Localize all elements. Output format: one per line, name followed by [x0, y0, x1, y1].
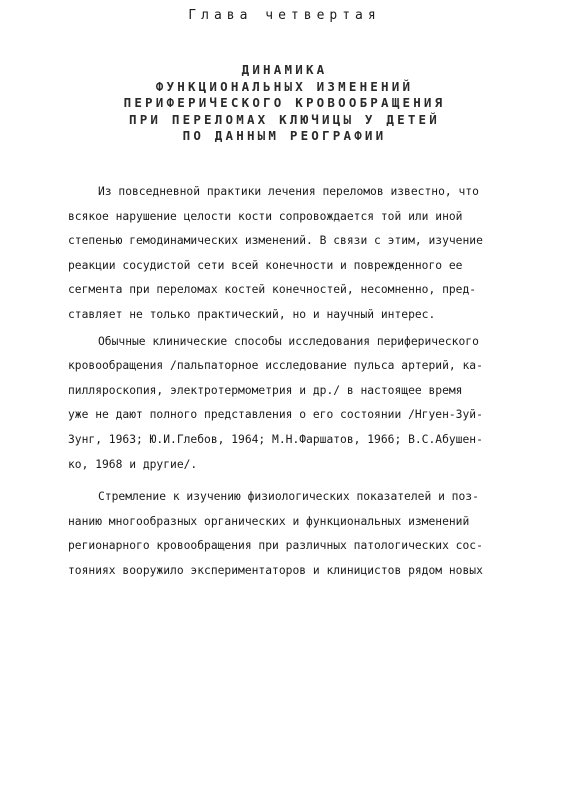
text-line: нанию многообразных органических и функциональных изменений: [68, 514, 470, 528]
paragraph: [68, 485, 520, 583]
text-line: реакции сосудистой сети всей конечности и поврежденного ее: [68, 258, 463, 272]
chapter-heading: Глава четвертая: [188, 8, 381, 23]
text-line: ставляет не только практический, но и научный интерес.: [68, 307, 436, 321]
text-line: Стремление к изучению физиологических показателей и поз-: [98, 490, 479, 504]
text-line: Обычные клинические способы исследования периферического: [98, 334, 479, 348]
title-line: ПО ДАННЫМ РЕОГРАФИИ: [182, 128, 387, 144]
text-line: тояниях вооружило экспериментаторов и клиницистов рядом новых: [68, 563, 483, 577]
body-text: [68, 180, 520, 584]
text-line: ко, 1968 и другие/.: [68, 457, 198, 471]
title-line: ПРИ ПЕРЕЛОМАХ КЛЮЧИЦЫ У ДЕТЕЙ: [128, 111, 441, 127]
chapter-title: [0, 62, 569, 145]
text-line: пилляроскопия, электротермометрия и др./ в настоящее время: [68, 383, 463, 397]
paragraph: [68, 330, 520, 478]
text-line: сегмента при переломах костей конечностей, несомненно, пред-: [68, 283, 477, 297]
text-line: Из повседневной практики лечения переломов известно, что: [98, 185, 479, 198]
text-line: кровообращения /пальпаторное исследование пульса артерий, ка-: [68, 359, 483, 373]
title-line: ПЕРИФЕРИЧЕСКОГО КРОВООБРАЩЕНИЯ: [123, 95, 446, 111]
text-line: регионарного кровообращения при различных патологических сос-: [68, 539, 483, 553]
title-line: ФУНКЦИОНАЛЬНЫХ ИЗМЕНЕНИЙ: [155, 78, 414, 94]
text-line: степенью гемодинамических изменений. В связи с этим, изучение: [68, 234, 483, 248]
paragraph: [68, 180, 520, 328]
text-line: уже не дают полного представления о его состоянии /Нгуен-Зуй-: [68, 408, 483, 422]
text-line: Зунг, 1963; Ю.И.Глебов, 1964; М.Н.Фаршатов, 1966; В.С.Абушен-: [68, 432, 483, 446]
text-line: всякое нарушение целости кости сопровождается той или иной: [68, 209, 463, 223]
paragraph-spacer: [68, 477, 520, 485]
title-line: ДИНАМИКА: [241, 62, 328, 77]
